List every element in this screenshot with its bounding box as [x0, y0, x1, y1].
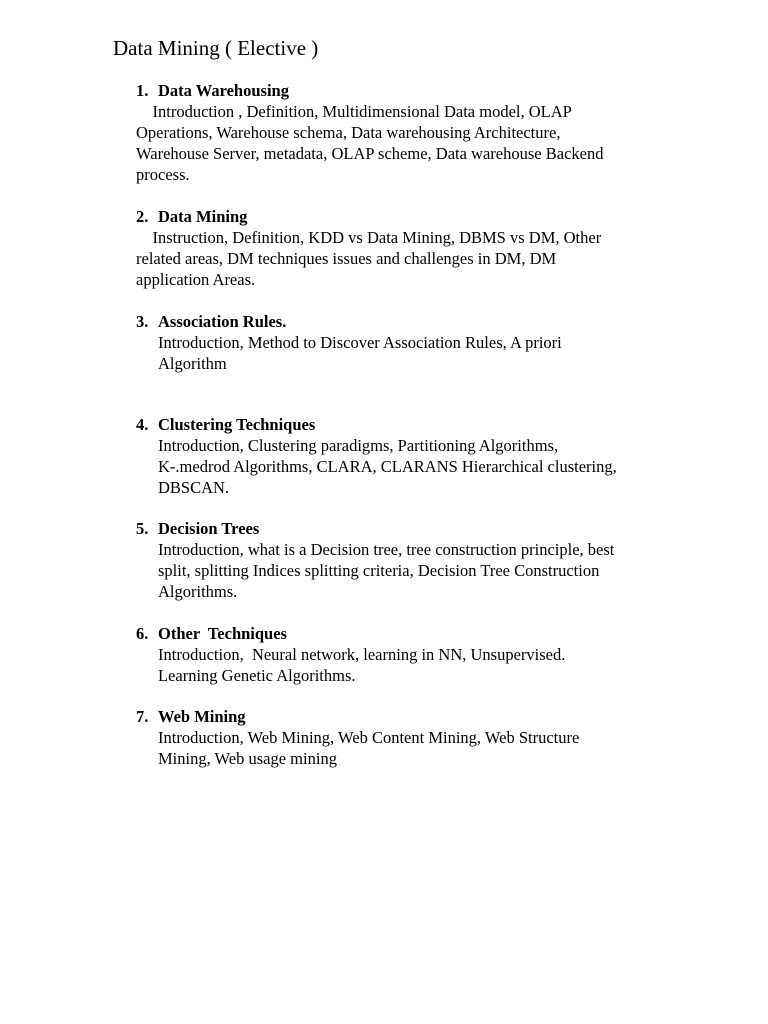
- topic-number: 6.: [136, 624, 149, 643]
- topic-data-warehousing: [136, 80, 656, 185]
- topic-number: 1.: [136, 81, 149, 100]
- topic-data-mining: [136, 206, 656, 290]
- topic-heading: [136, 518, 656, 539]
- topic-description-line: DBSCAN.: [158, 478, 230, 497]
- topic-description-line: Introduction , Definition, Multidimensional Data model, OLAP: [136, 102, 572, 121]
- topic-description-line: Instruction, Definition, KDD vs Data Mining, DBMS vs DM, Other: [136, 228, 602, 247]
- topic-heading: [136, 206, 656, 227]
- topic-heading: [136, 311, 656, 332]
- topic-heading: [136, 414, 656, 435]
- topic-clustering-techniques: [136, 414, 656, 498]
- topic-description-line: Introduction, Method to Discover Association Rules, A priori: [158, 333, 562, 352]
- topic-description-line: Warehouse Server, metadata, OLAP scheme, Data warehouse Backend: [136, 144, 604, 163]
- topic-number: 4.: [136, 415, 149, 434]
- topic-description-line: application Areas.: [136, 270, 256, 289]
- topic-description-line: Operations, Warehouse schema, Data warehousing Architecture,: [136, 123, 561, 142]
- topic-description-line: Introduction, Neural network, learning in NN, Unsupervised.: [158, 645, 566, 664]
- topic-heading: [136, 623, 656, 644]
- topic-other-techniques: [136, 623, 656, 686]
- topic-title: Clustering Techniques: [158, 415, 316, 434]
- topic-title: Other Techniques: [158, 624, 287, 643]
- topic-description-line: Algorithms.: [158, 582, 238, 601]
- topic-number: 7.: [136, 707, 149, 726]
- topic-description-line: Introduction, Clustering paradigms, Partitioning Algorithms,: [158, 436, 559, 455]
- topic-heading: [136, 80, 656, 101]
- topic-description-line: Learning Genetic Algorithms.: [158, 666, 356, 685]
- topic-description-line: related areas, DM techniques issues and challenges in DM, DM: [136, 249, 557, 268]
- topic-title: Data Mining: [158, 207, 248, 226]
- topic-heading: [136, 706, 656, 727]
- topic-association-rules: [136, 311, 656, 374]
- topic-number: 3.: [136, 312, 149, 331]
- topic-title: Association Rules.: [158, 312, 287, 331]
- topic-decision-trees: [136, 518, 656, 602]
- topic-number: 5.: [136, 519, 149, 538]
- document-title: Data Mining ( Elective ): [113, 36, 319, 60]
- topic-title: Web Mining: [158, 707, 246, 726]
- topic-web-mining: [136, 706, 656, 769]
- topic-description-line: Algorithm: [158, 354, 227, 373]
- topic-description-line: Introduction, what is a Decision tree, tree construction principle, best: [158, 540, 615, 559]
- topic-number: 2.: [136, 207, 149, 226]
- topic-description-line: process.: [136, 165, 190, 184]
- topic-description-line: Mining, Web usage mining: [158, 749, 337, 768]
- topic-description-line: Introduction, Web Mining, Web Content Mining, Web Structure: [158, 728, 580, 747]
- topic-title: Decision Trees: [158, 519, 260, 538]
- topic-description-line: split, splitting Indices splitting criteria, Decision Tree Construction: [158, 561, 600, 580]
- topic-description-line: K-.medrod Algorithms, CLARA, CLARANS Hierarchical clustering,: [158, 457, 617, 476]
- topic-title: Data Warehousing: [158, 81, 289, 100]
